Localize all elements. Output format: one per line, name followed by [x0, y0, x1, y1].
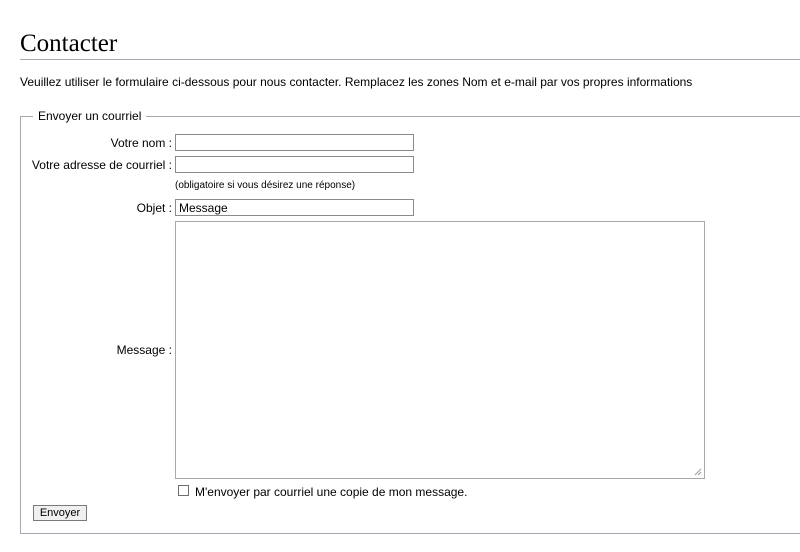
- resize-grip-icon[interactable]: [694, 468, 702, 476]
- email-input[interactable]: [175, 156, 414, 173]
- name-label: Votre nom :: [110, 136, 172, 150]
- title-divider: [20, 59, 800, 60]
- copy-checkbox[interactable]: [178, 485, 189, 496]
- message-textarea[interactable]: [175, 221, 705, 479]
- message-label: Message :: [116, 343, 172, 357]
- intro-text: Veuillez utiliser le formulaire ci-dessous pour nous contacter. Remplacez les zones Nom et e-mail par vos propres informations: [20, 75, 693, 89]
- subject-label: Objet :: [136, 201, 172, 215]
- copy-checkbox-label[interactable]: M'envoyer par courriel une copie de mon message.: [195, 485, 468, 499]
- email-hint: (obligatoire si vous désirez une réponse): [175, 180, 356, 191]
- email-label: Votre adresse de courriel :: [31, 158, 172, 172]
- name-input[interactable]: [175, 134, 414, 151]
- page-title: Contacter: [20, 30, 118, 57]
- form-legend: Envoyer un courriel: [33, 110, 146, 123]
- send-button[interactable]: Envoyer: [33, 505, 87, 521]
- subject-input[interactable]: [175, 199, 414, 216]
